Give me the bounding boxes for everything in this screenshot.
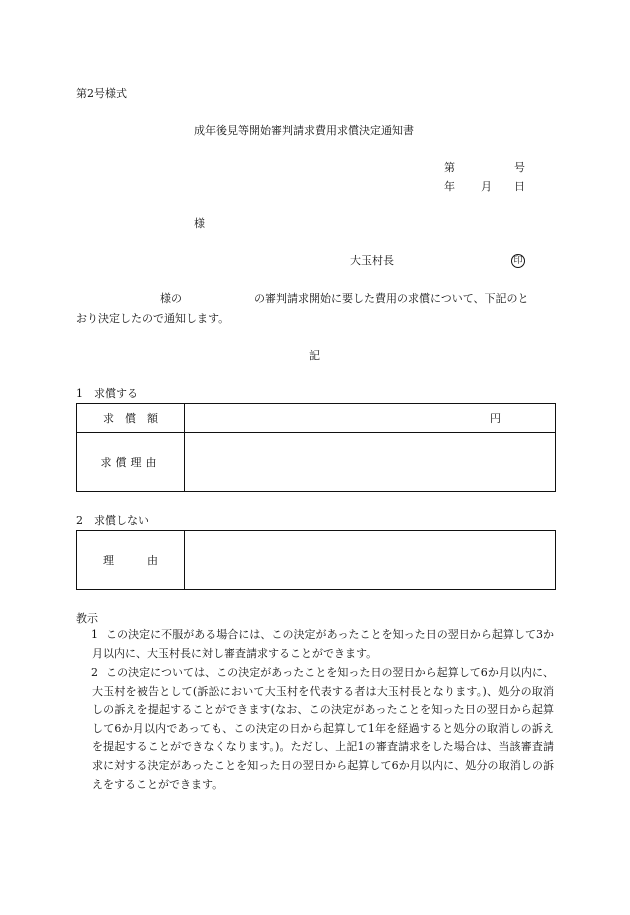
- amount-label: 求 償 額: [103, 412, 158, 425]
- notice-item-1-text: この決定に不服がある場合には、この決定があったことを知った日の翌日から起算して3か月以内に、大玉村長に対し審査請求することができます。: [92, 628, 554, 660]
- notice-item-2-text: この決定については、この決定があったことを知った日の翌日から起算して6か月以内に、大玉村を被告として(訴訟において大玉村を代表する者は大玉村長となります。)、処分の取消しの訴えを提起することができます(なお、この決定があったことを知った日の翌日から起算して6か月以内であっても、この決定の日から起算して1年を経過すると処分の取消しの訴えを提起することができなくなります。)。ただし、上記1の審査請求をした場合は、当該審査請求に対する決定があったことを知った日の翌日から起算して6か月以内に、処分の取消しの訴えをすることができます。: [92, 666, 554, 791]
- ki-marker: 記: [309, 349, 320, 362]
- date-year: 年: [444, 180, 455, 193]
- recipient-suffix: 様: [194, 217, 205, 230]
- notice-item-1: [76, 626, 554, 663]
- amount-value-cell: [185, 404, 556, 433]
- intro-line1: の審判請求開始に要した費用の求償について、下記のと: [254, 292, 529, 305]
- doc-number-go: 号: [514, 161, 525, 174]
- no-reason-value-cell: [185, 531, 556, 590]
- amount-unit: 円: [490, 412, 501, 425]
- reason-label: 求償理由: [100, 456, 161, 469]
- document-title: 成年後見等開始審判請求費用求償決定通知書: [194, 124, 414, 137]
- sender-name: 大玉村長: [350, 254, 394, 267]
- reason-label-cell: [77, 433, 185, 492]
- section1-heading: 1 求償する: [76, 387, 138, 400]
- no-reason-label: 理 由: [103, 554, 158, 567]
- notice-item-2-num: 2: [91, 666, 98, 679]
- notice-item-2: [76, 664, 554, 794]
- notice-item-1-num: 1: [91, 628, 98, 641]
- section2-heading: 2 求償しない: [76, 514, 149, 527]
- seal-mark: [511, 254, 525, 268]
- form-number: 第2号様式: [76, 87, 127, 100]
- section1-table: [76, 403, 556, 492]
- seal-icon: 印: [511, 254, 525, 268]
- date-day: 日: [514, 180, 525, 193]
- notice-heading: 教示: [76, 612, 98, 625]
- intro-sama: 様の: [160, 292, 182, 305]
- intro-line2: おり決定したので通知します。: [76, 312, 230, 325]
- doc-number-dai: 第: [444, 161, 455, 174]
- date-month: 月: [481, 180, 492, 193]
- amount-label-cell: [77, 404, 185, 433]
- section2-table: [76, 530, 556, 590]
- no-reason-label-cell: [77, 531, 185, 590]
- reason-value-cell: [185, 433, 556, 492]
